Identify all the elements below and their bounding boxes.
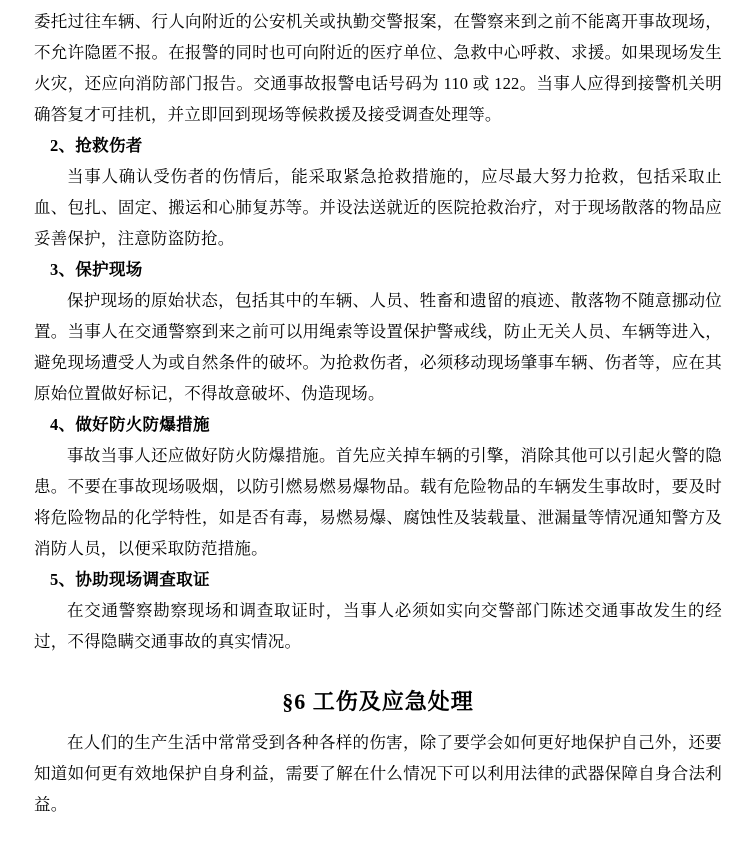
section-title: §6 工伤及应急处理 <box>282 689 474 714</box>
body-paragraph: 在交通警察勘察现场和调查取证时，当事人必须如实向交警部门陈述交通事故发生的经过，不得隐瞒交通事故的真实情况。 <box>34 601 722 651</box>
body-paragraph: 在人们的生产生活中常常受到各种各样的伤害，除了要学会如何更好地保护自己外，还要知道如何更有效地保护自身利益，需要了解在什么情况下可以利用法律的武器保障自身合法利益。 <box>34 733 722 814</box>
body-paragraph: 委托过往车辆、行人向附近的公安机关或执勤交警报案，在警察来到之前不能离开事故现场，不允许隐匿不报。在报警的同时也可向附近的医疗单位、急救中心呼救、求援。如果现场发生火灾，还应向消防部门报告。交通事故报警电话号码为 110 或 122。当事人应得到接警机关明确答复才可挂机，并立即回到现场等候救援及接受调查处理等。 <box>34 12 722 124</box>
body-paragraph: 事故当事人还应做好防火防爆措施。首先应关掉车辆的引擎，消除其他可以引起火警的隐患。不要在事故现场吸烟，以防引燃易燃易爆物品。载有危险物品的车辆发生事故时，要及时将危险物品的化学特性，如是否有毒，易燃易爆、腐蚀性及装载量、泄漏量等情况通知警方及消防人员，以便采取防范措施。 <box>34 446 722 558</box>
list-heading: 5、协助现场调查取证 <box>50 570 210 589</box>
list-heading: 3、保护现场 <box>50 260 143 279</box>
list-heading: 2、抢救伤者 <box>50 136 143 155</box>
body-paragraph: 当事人确认受伤者的伤情后，能采取紧急抢救措施的，应尽最大努力抢救，包括采取止血、包扎、固定、搬运和心肺复苏等。并设法送就近的医院抢救治疗，对于现场散落的物品应妥善保护，注意防盗防抢。 <box>34 167 722 248</box>
section-spacer <box>34 719 722 727</box>
section-spacer <box>34 657 722 685</box>
document-content <box>34 6 722 820</box>
list-heading: 4、做好防火防爆措施 <box>50 415 210 434</box>
body-paragraph: 保护现场的原始状态，包括其中的车辆、人员、牲畜和遗留的痕迹、散落物不随意挪动位置。当事人在交通警察到来之前可以用绳索等设置保护警戒线，防止无关人员、车辆等进入，避免现场遭受人为或自然条件的破坏。为抢救伤者，必须移动现场肇事车辆、伤者等，应在其原始位置做好标记，不得故意破坏、伪造现场。 <box>34 291 722 403</box>
